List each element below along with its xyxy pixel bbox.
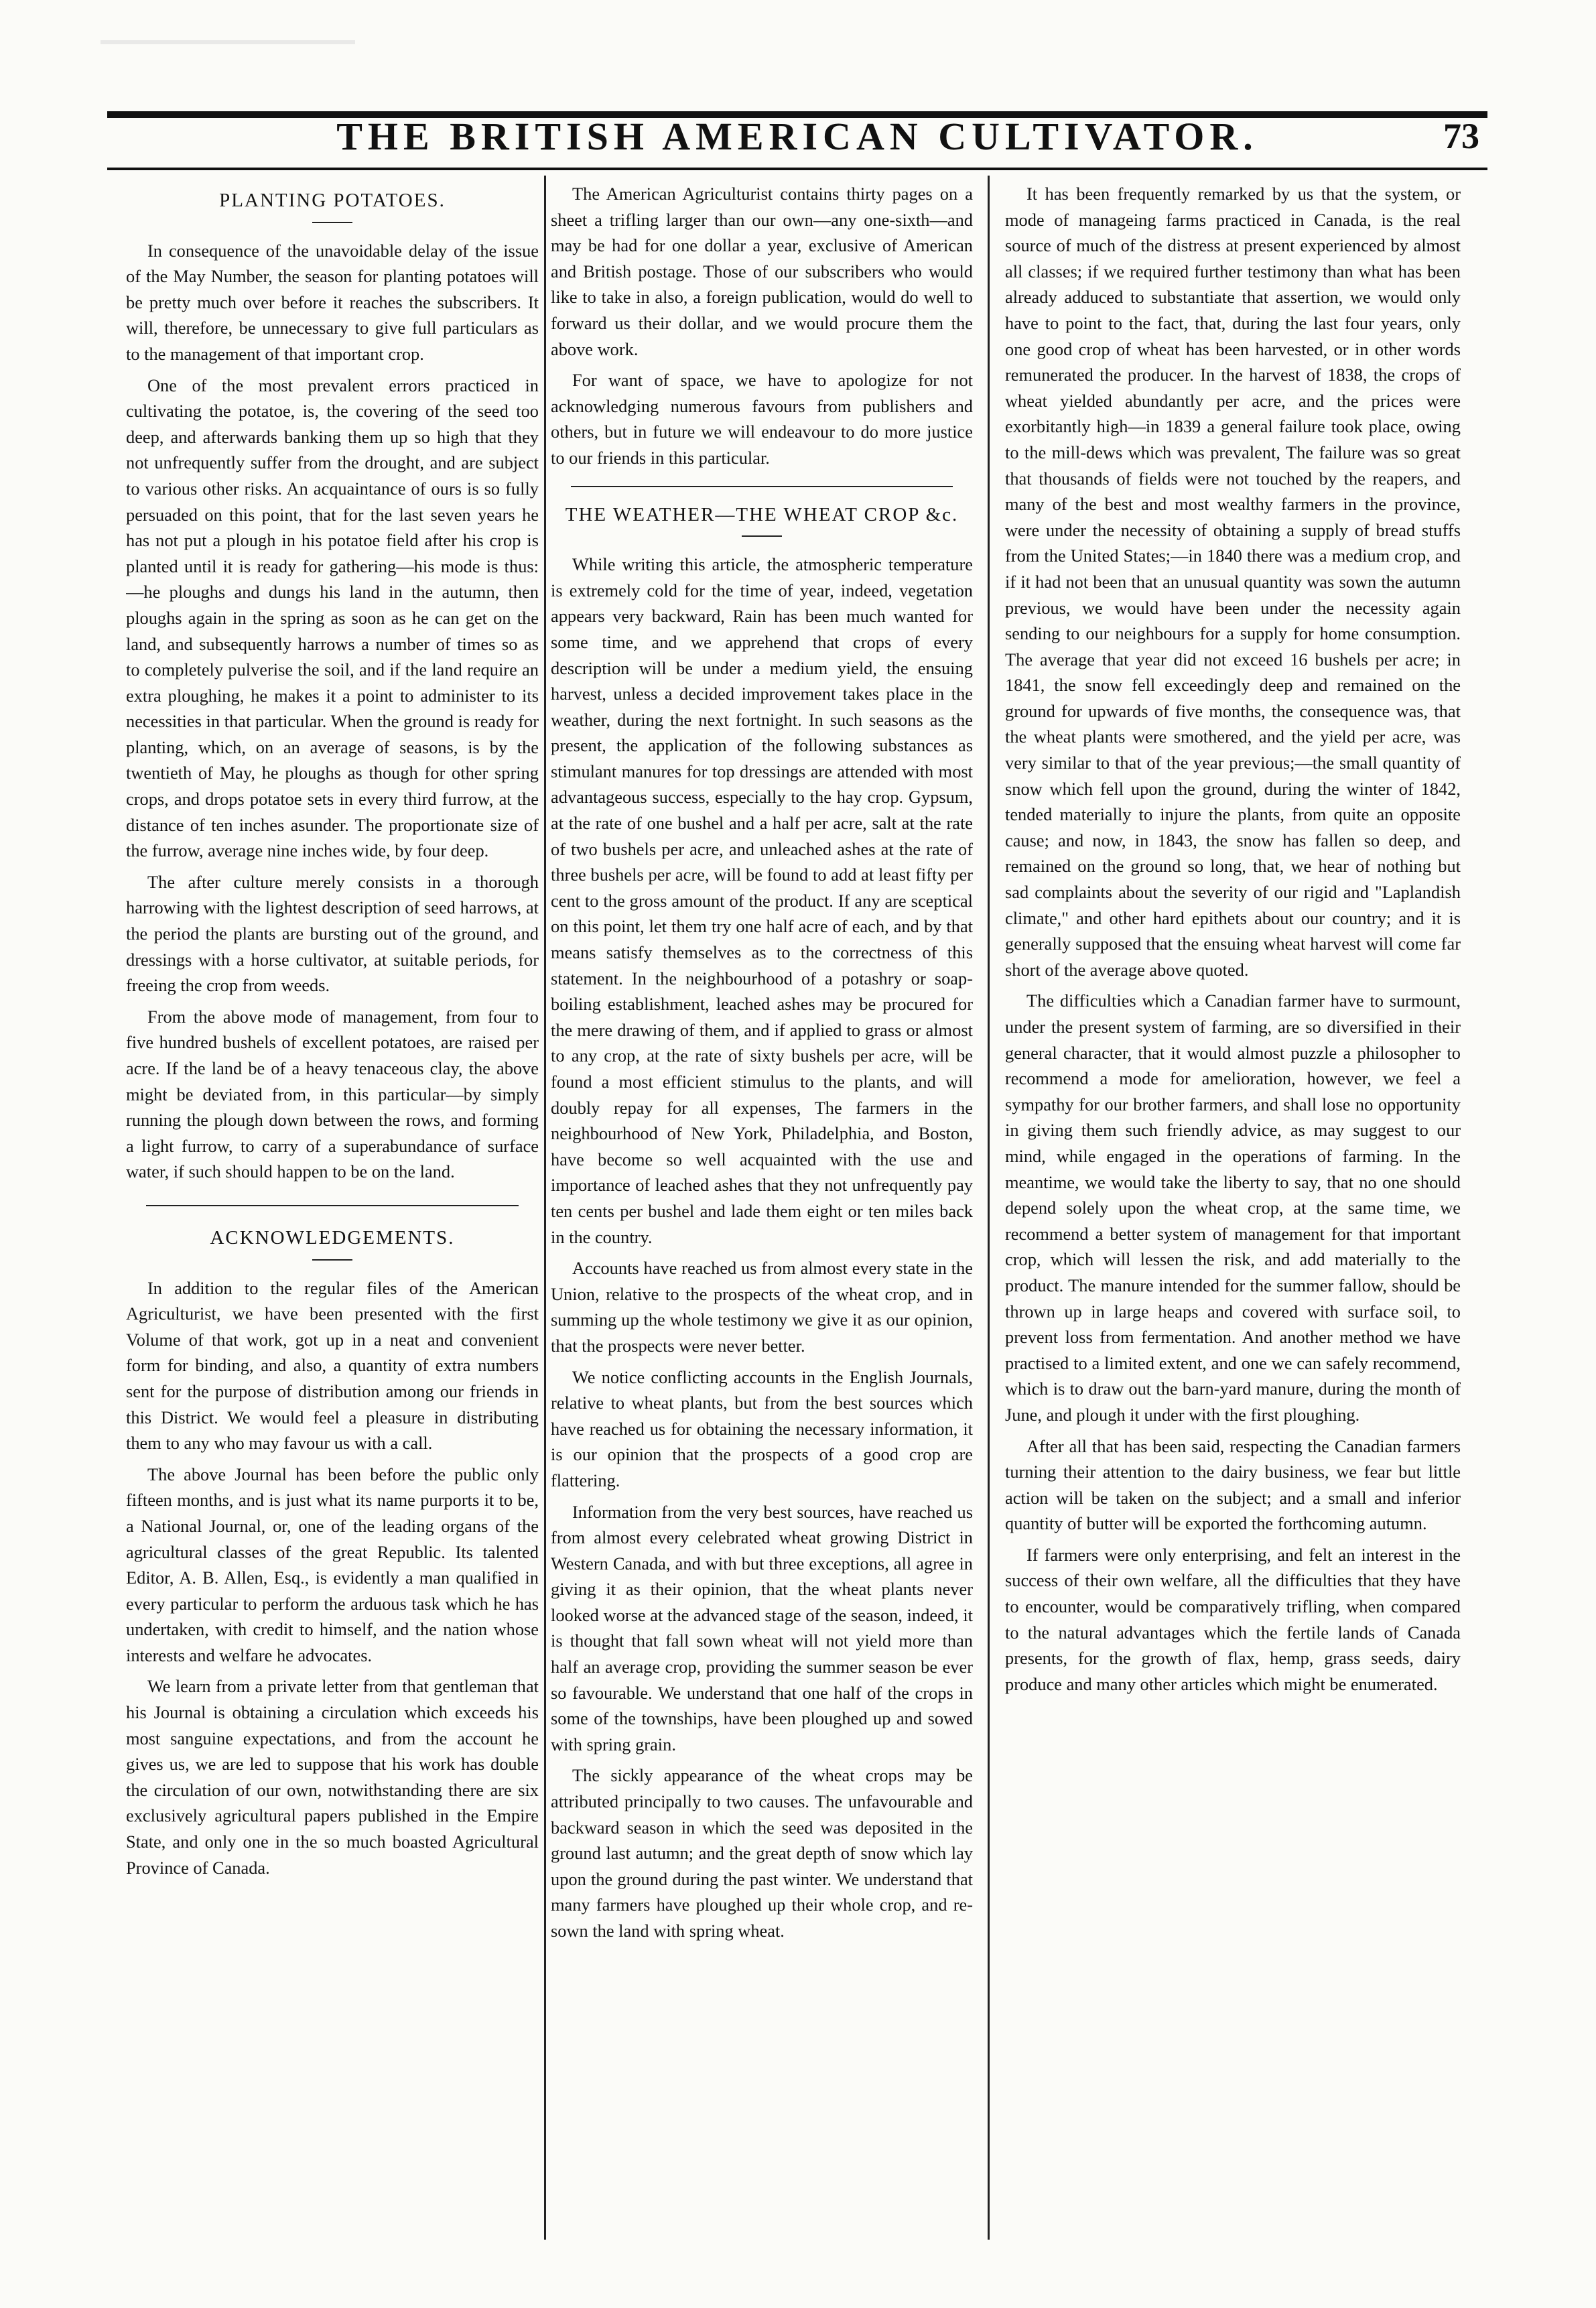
bleed-through-mark [101,40,355,44]
heading-divider [742,535,782,537]
section-divider [146,1205,519,1206]
article-heading-weather-wheat-crop: THE WEATHER—THE WHEAT CROP &c. [565,503,959,525]
column-separator-1 [544,176,546,2240]
masthead-title: THE BRITISH AMERICAN CULTIVATOR. [336,115,1258,158]
column-separator-2 [988,176,990,2240]
paragraph: Accounts have reached us from almost every state in the Union, relative to the prospects of the wheat crop, and in summing up the whole testimony we give it as our opinion, that the prospects were never better. [551,1258,973,1356]
paragraph: We learn from a private letter from that gentleman that his Journal is obtaining a circulation which exceeds his most sanguine expectations, and from the account he gives us, we are led to suppose that his work has double the circulation of our own, notwithstanding there are six exclusively agricultural papers published in the Empire State, and only one in the so much boasted Agricultural Province of Canada. [126,1676,539,1878]
paragraph: The sickly appearance of the wheat crops may be attributed principally to two causes. The unfavourable and backward season in which the seed was deposited in the ground last autumn; and the great depth of snow which lay upon the ground during the past winter. We understand that many farmers have ploughed up their whole crop, and re-sown the land with spring wheat. [551,1765,973,1941]
article-heading-acknowledgements: ACKNOWLEDGEMENTS. [210,1226,455,1248]
paragraph: In consequence of the unavoidable delay of the issue of the May Number, the season for planting potatoes will be pretty much over before it reaches the subscribers. It will, therefore, be unnecessary to give full particulars as to the management of that important crop. [126,240,539,364]
paragraph: The after culture merely consists in a thorough harrowing with the lightest description of seed harrows, at the period the plants are bursting out of the ground, and dressings with a horse cultivator, at suitable periods, for freeing the crop from weeds. [126,871,539,996]
heading-divider [312,222,352,223]
paragraph: While writing this article, the atmospheric temperature is extremely cold for the time of year, indeed, vegetation appears very backward, Rain has been much wanted for some time, and we apprehend that crops of every description will be under a medium yield, the ensuing harvest, unless a decided improvement takes place in the weather, during the next fortnight. In such seasons as the present, the application of the following substances as stimulant manures for top dressings are attended with most advantageous success, especially to the hay crop. Gypsum, at the rate of one bushel and a half per acre, salt at the rate of two bushels per acre, and unleached ashes at the rate of three bushels per acre, will be found to add at least fifty per cent to the gross amount of the product. If any are sceptical on this point, let them try one half acre of each, and by that means satisfy themselves as to the correctness of this statement. In the neighbourhood of a potashry or soap-boiling establishment, leached ashes may be procured for the mere drawing of them, and if applied to grass or almost to any crop, at the rate of sixty bushels per acre, will be found a most efficient stimulus to the plants, and will doubly repay for all expenses, The farmers in the neighbourhood of New York, Philadelphia, and Boston, have become so well acquainted with the use and importance of leached ashes that they not unfrequently pay ten cents per bushel and lade them eight or ten miles back in the country. [551,554,973,1247]
page-number: 73 [1443,116,1479,156]
paragraph: It has been frequently remarked by us that the system, or mode of manageing farms practiced in Canada, is the real source of much of the distress at present experienced by almost all classes; if we required further testimony than what has been already adduced to substantiate that assertion, we would only have to point to the fact, that, during the last four years, only one good crop of wheat has been harvested, or in other words remunerated the producer. In the harvest of 1838, the crops of wheat yielded abundantly per acre, and the prices were exorbitantly high—in 1839 a general failure took place, owing to the mill-dews which was prevalent, The failure was so great that thousands of fields were not touched by the reapers, and many of the best and most wealthy farmers in the province, were under the necessity of obtaining a supply of bread stuffs from the United States;—in 1840 there was a medium crop, and if it had not been that an unusual quantity was sown the autumn previous, we would have been under the necessity again sending to our neighbours for a supply for home consumption. The average that year did not exceed 16 bushels per acre; in 1841, the snow fell exceedingly deep and remained on the ground for upwards of five months, the consequence was, that the wheat plants were smothered, and the yield per acre, was very similar to that of the year previous;—the small quantity of snow which fell upon the ground, during the winter of 1842, tended materially to injure the plants, from quite an opposite cause; and now, in 1843, the snow has fallen so deep, and remained on the ground so long, that, we hear of nothing but sad complaints about the severity of our rigid and "Laplandish climate," and other hard epithets about our country; and it is generally supposed that the ensuing wheat harvest will come far short of the average above quoted. [1005,184,1461,980]
column-right [1005,181,1461,2272]
masthead-bottom-rule [107,168,1487,170]
paragraph: Information from the very best sources, have reached us from almost every celebrated wheat growing District in Western Canada, and with but three exceptions, all agree in giving it as their opinion, that the wheat plants never looked worse at the advanced stage of the season, indeed, it is thought that fall sown wheat will not yield more than half an average crop, providing the summer season be ever so favourable. We understand that one half of the crops in some of the townships, have been ploughed up and sowed with spring grain. [551,1501,973,1754]
masthead [107,114,1487,174]
paragraph: The American Agriculturist contains thirty pages on a sheet a trifling larger than our own—any one-sixth—and may be had for one dollar a year, exclusive of American and British postage. Those of our subscribers who would like to take in also, a foreign publication, would do well to forward us their dollar, and we would procure them the above work. [551,184,973,359]
column-middle [551,181,973,2272]
paragraph: In addition to the regular files of the American Agriculturist, we have been presented with the first Volume of that work, got up in a neat and convenient form for binding, and also, a quantity of extra numbers sent for the purpose of distribution among our friends in this District. We would feel a pleasure in distributing them to any who may favour us with a call. [126,1277,539,1454]
column-left [126,181,539,2272]
article-heading-planting-potatoes: PLANTING POTATOES. [219,190,446,211]
paragraph: For want of space, we have to apologize for not acknowledging numerous favours from publishers and others, but in future we will endeavour to do more justice to our friends in this particular. [551,370,973,468]
paragraph: One of the most prevalent errors practiced in cultivating the potatoe, is, the covering of the seed too deep, and afterwards banking them up so high that they not unfrequently suffer from the drought, and are subject to various other risks. An acquaintance of ours is so fully persuaded on this point, that for the last seven years he has not put a plough in his potatoe field after his crop is planted until it is ready for gathering—his mode is thus:—he ploughs and dungs his land in the autumn, then ploughs again in the spring as soon as he can get on the land, and subsequently harrows a number of times so as to completely pulverise the soil, and if the land require an extra ploughing, he makes it a point to administer to its necessities in that particular. When the ground is ready for planting, which, on an average of seasons, is by the twentieth of May, he ploughs as though for other spring crops, and drops potatoe sets in every third furrow, at the distance of ten inches asunder. The proportionate size of the furrow, average nine inches wide, by four deep. [126,375,539,861]
paragraph: The above Journal has been before the public only fifteen months, and is just what its name purports it to be, a National Journal, or, one of the leading organs of the agricultural classes of the great Republic. Its talented Editor, A. B. Allen, Esq., is evidently a man qualified in every particular to perform the arduous task which he has undertaken, with credit to himself, and the nation whose interests and welfare he advocates. [126,1464,539,1665]
section-divider [571,486,953,487]
paragraph: We notice conflicting accounts in the English Journals, relative to wheat plants, but from the best sources which have reached us for obtaining the necessary information, it is our opinion that the prospects of a good crop are flattering. [551,1366,973,1490]
heading-divider [312,1259,352,1261]
paragraph: The difficulties which a Canadian farmer have to surmount, under the present system of farming, are so diversified in their general character, that it would almost puzzle a philosopher to recommend a mode for amelioration, however, we feel a sympathy for our brother farmers, and shall lose no opportunity in giving them such friendly advice, as may suggest to our mind, while engaged in the operations of farming. In the meantime, we would take the liberty to say, that no one should depend solely upon the wheat crop, at the same time, we recommend a better system of management for that important crop, which will lessen the risk, and add materially to the product. The manure intended for the summer fallow, should be thrown up in large heaps and covered with surface soil, to prevent loss from fermentation. And another method we have practised to a limited extent, and one we can safely recommend, which is to draw out the barn-yard manure, during the month of June, and plough it under with the first ploughing. [1005,990,1461,1425]
paragraph: If farmers were only enterprising, and felt an interest in the success of their own welfare, all the difficulties that they have to encounter, would be comparatively trifling, when compared to the natural advantages which the fertile lands of Canada presents, for the growth of flax, hemp, grass seeds, dairy produce and many other articles which might be enumerated. [1005,1544,1461,1694]
paragraph: From the above mode of management, from four to five hundred bushels of excellent potatoes, are raised per acre. If the land be of a heavy tenaceous clay, the above might be deviated from, in this particular—by simply running the plough down between the rows, and forming a light furrow, to carry of a superabundance of surface water, if such should happen to be on the land. [126,1006,539,1182]
paragraph: After all that has been said, respecting the Canadian farmers turning their attention to the dairy business, we fear but little action will be taken on the subject; and a small and inferior quantity of butter will be exported the forthcoming autumn. [1005,1435,1461,1534]
